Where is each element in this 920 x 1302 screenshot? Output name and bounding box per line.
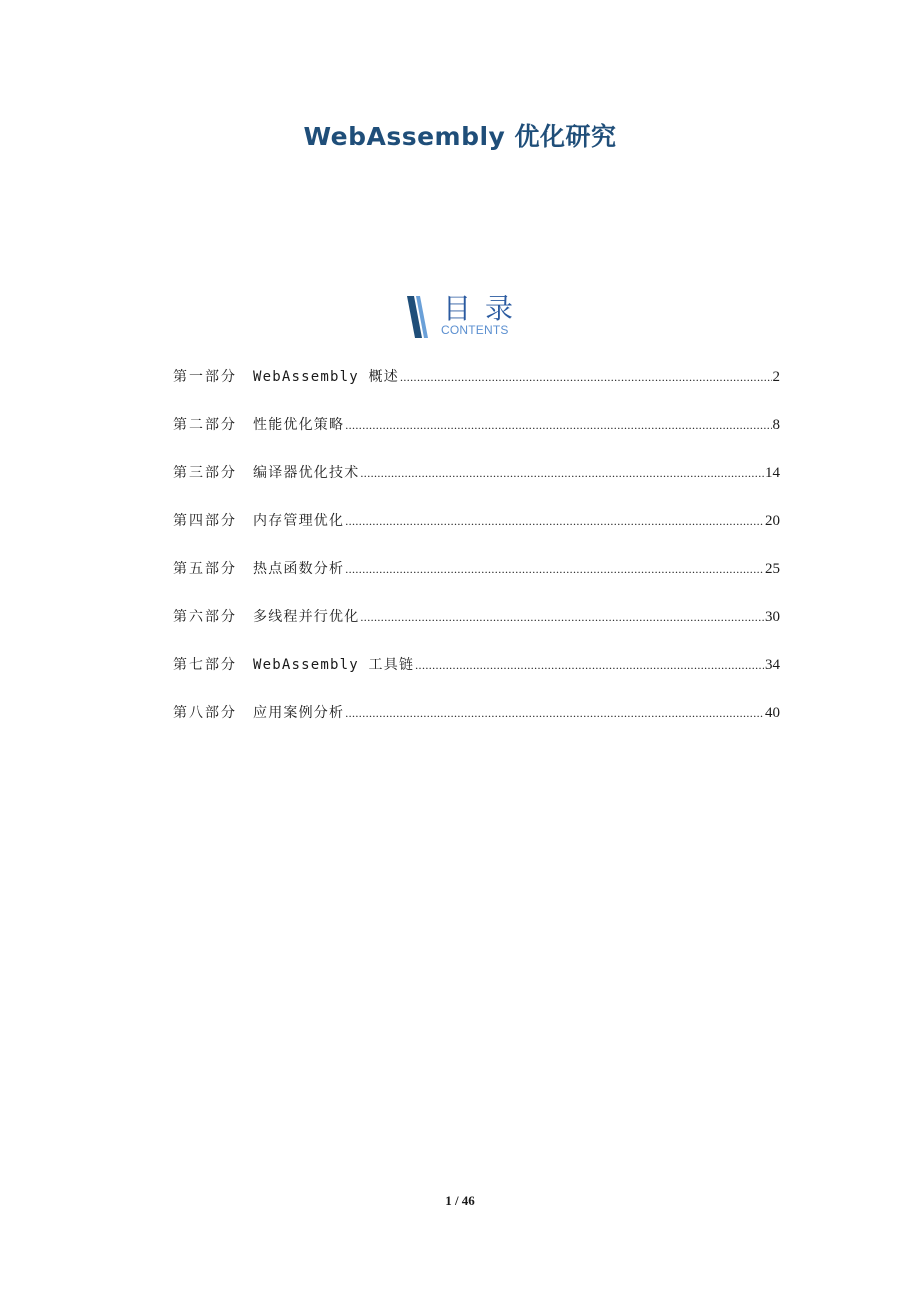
toc-entry-part: 第三部分 — [173, 465, 237, 481]
toc-entry[interactable] — [173, 604, 780, 652]
toc-entry-title: 编译器优化技术 — [253, 465, 360, 481]
toc-entry-page: 30 — [765, 609, 780, 625]
toc-heading-subtitle: CONTENTS — [441, 323, 509, 337]
toc-entry-part: 第四部分 — [173, 513, 237, 529]
toc-entry-page: 2 — [772, 369, 780, 385]
toc-entry-title: 应用案例分析 — [253, 705, 345, 721]
toc-entry-title: WebAssembly 工具链 — [253, 657, 415, 673]
toc-entry-page: 20 — [765, 513, 780, 529]
toc-entry[interactable] — [173, 556, 780, 604]
toc-dot-leader — [345, 556, 764, 582]
toc-entry-part: 第二部分 — [173, 417, 237, 433]
toc-entry-part: 第五部分 — [173, 561, 237, 577]
toc-dot-leader — [345, 412, 771, 438]
toc-entry[interactable] — [173, 412, 780, 460]
toc-entry[interactable] — [173, 460, 780, 508]
toc-entry-title: 性能优化策略 — [253, 417, 345, 433]
toc-entry-part: 第七部分 — [173, 657, 237, 673]
toc-entry[interactable] — [173, 700, 780, 748]
toc-dot-leader — [345, 700, 764, 726]
toc-entry-page: 25 — [765, 561, 780, 577]
toc-entry-title: WebAssembly 概述 — [253, 369, 399, 385]
toc-heading-title: 目录 — [443, 292, 528, 325]
toc-entry[interactable] — [173, 652, 780, 700]
toc-heading — [405, 292, 528, 342]
toc-dot-leader — [360, 460, 764, 486]
slanted-stripes-icon — [405, 296, 431, 338]
toc-entry-page: 40 — [765, 705, 780, 721]
toc-entry-title: 多线程并行优化 — [253, 609, 360, 625]
toc-entry-title: 热点函数分析 — [253, 561, 345, 577]
toc-dot-leader — [400, 364, 772, 390]
toc-entry-page: 14 — [765, 465, 780, 481]
toc-entry-page: 8 — [772, 417, 780, 433]
document-title: WebAssembly 优化研究 — [303, 122, 617, 151]
toc-dot-leader — [415, 652, 764, 678]
page-number: 1 / 46 — [445, 1193, 475, 1208]
toc-entry[interactable] — [173, 364, 780, 412]
toc-entry[interactable] — [173, 508, 780, 556]
toc-entry-title: 内存管理优化 — [253, 513, 345, 529]
toc-entry-page: 34 — [765, 657, 780, 673]
toc-dot-leader — [360, 604, 764, 630]
toc-entry-part: 第一部分 — [173, 369, 237, 385]
toc-entry-part: 第八部分 — [173, 705, 237, 721]
toc-list — [173, 364, 780, 748]
toc-entry-part: 第六部分 — [173, 609, 237, 625]
toc-dot-leader — [345, 508, 764, 534]
